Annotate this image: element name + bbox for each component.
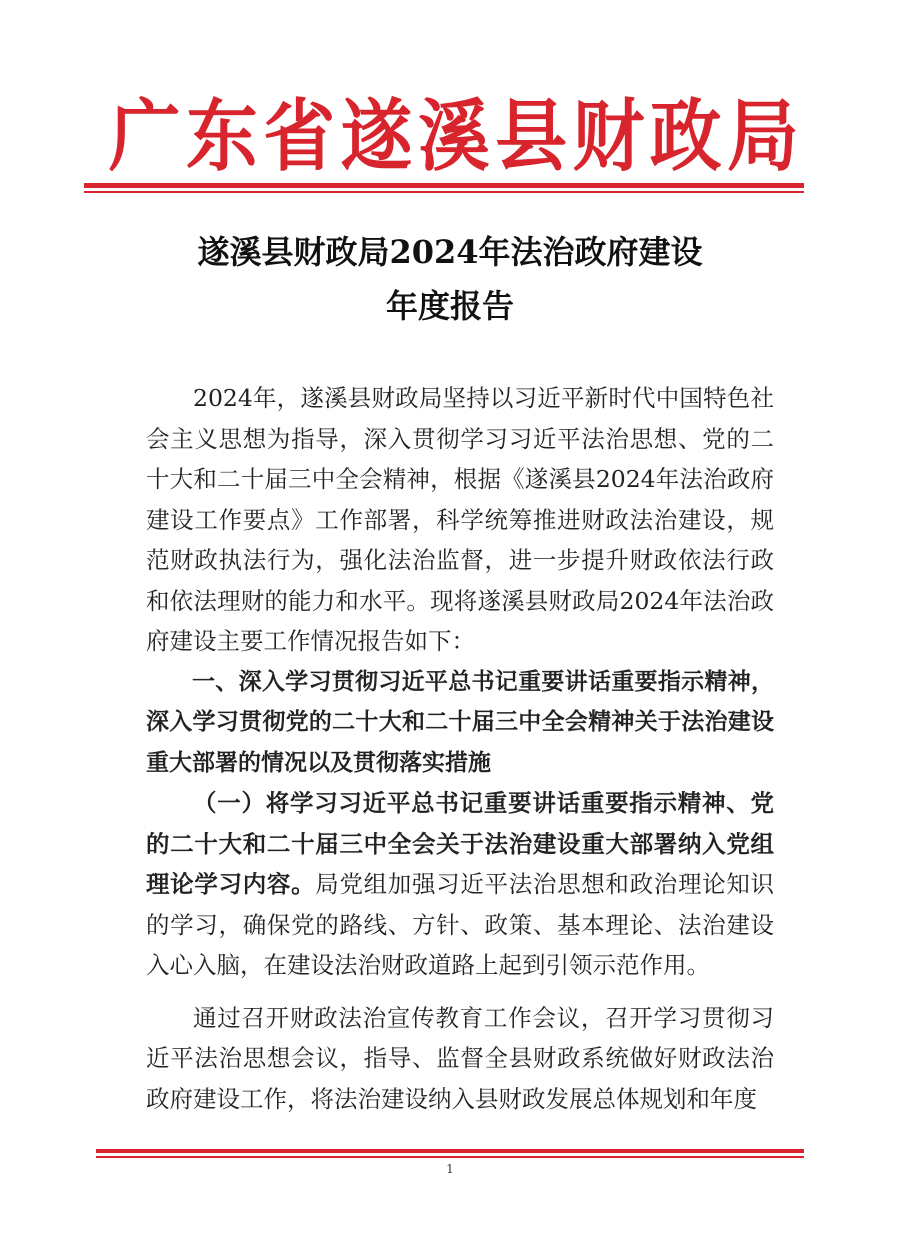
page-number: 1 <box>446 1162 454 1176</box>
document-title <box>100 225 800 333</box>
subsection-1-body: 局党组加强习近平法治思想和政治理论知识的学习，确保党的路线、方针、政策、基本理论、法治建设入心入脑，在建设法治财政道路上起到引领示范作用。 <box>146 870 775 979</box>
document-title-line2: 年度报告 <box>385 287 514 325</box>
subsection-1-heading: （一）将学习习近平总书记重要讲话重要指示精神、党的二十大和二十届三中全会关于法治建设重大部署纳入党组理论学习内容。 <box>146 789 774 898</box>
document-body <box>146 378 774 1119</box>
masthead-red-rule-thick <box>84 183 804 188</box>
intro-paragraph: 2024年，遂溪县财政局坚持以习近平新时代中国特色社会主义思想为指导，深入贯彻学习习近平法治思想、党的二十大和二十届三中全会精神，根据《遂溪县2024年法治政府建设工作要点》工作部署，科学统筹推进财政法治建设，规范财政执法行为，强化法治监督，进一步提升财政依法行政和依法理财的能力和水平。现将遂溪县财政局2024年法治政府建设主要工作情况报告如下： <box>146 384 774 655</box>
footer-red-rule-thick <box>96 1149 804 1153</box>
document-title-line1: 遂溪县财政局2024年法治政府建设 <box>197 233 703 271</box>
masthead-red-rule-thin <box>84 191 804 193</box>
paragraph-2: 通过召开财政法治宣传教育工作会议，召开学习贯彻习近平法治思想会议，指导、监督全县财政系统做好财政法治政府建设工作，将法治建设纳入县财政发展总体规划和年度 <box>146 1003 774 1113</box>
subsection-1-paragraph <box>146 783 774 986</box>
footer-red-rule-thin <box>96 1156 804 1158</box>
section-1-heading: 一、深入学习贯彻习近平总书记重要讲话重要指示精神，深入学习贯彻党的二十大和二十届三中全会精神关于法治建设重大部署的情况以及贯彻落实措施 <box>146 668 774 776</box>
masthead-title: 广东省遂溪县财政局 <box>108 91 805 182</box>
